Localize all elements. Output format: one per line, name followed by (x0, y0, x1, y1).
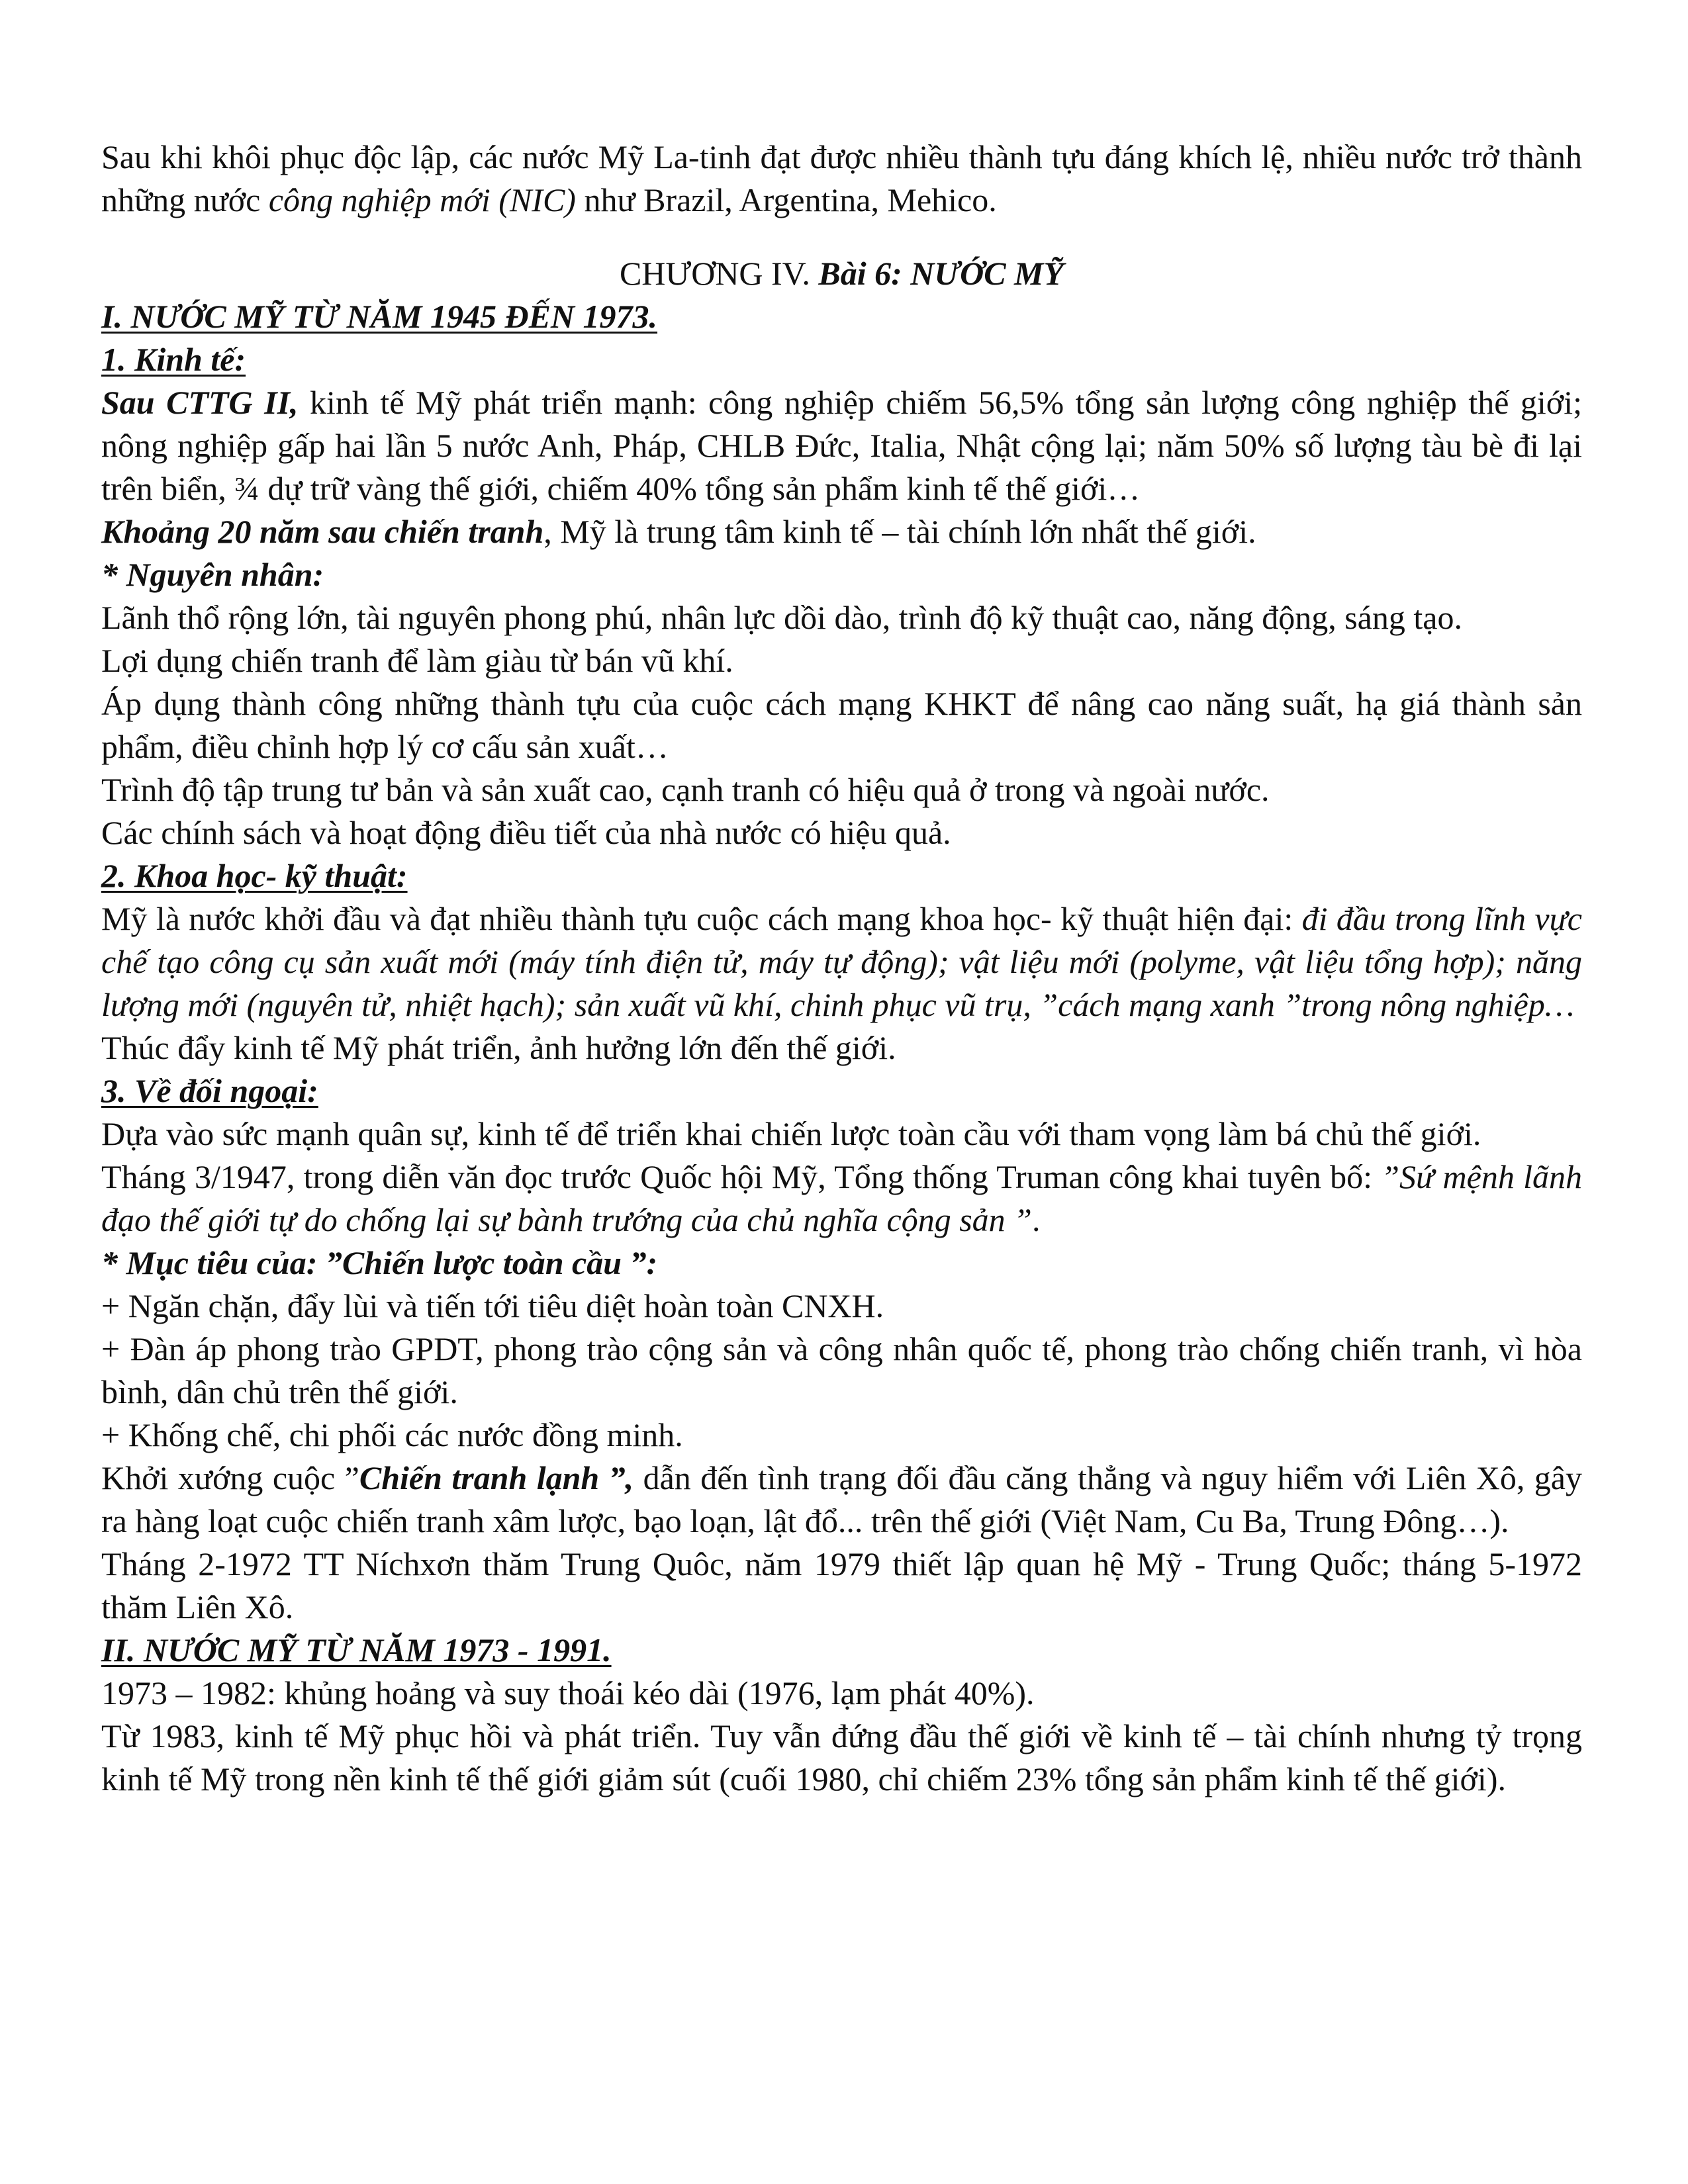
science-heading-text: 2. Khoa học- kỹ thuật: (101, 857, 408, 894)
economy-p1-lead: Sau CTTG II, (101, 384, 299, 421)
intro-text: Sau khi khôi phục độc lập, các nước Mỹ La-tinh đạt được nhiều thành tựu đáng khích lệ, nhiều nước trở thành những nước (101, 138, 1582, 218)
foreign-heading-text: 3. Về đối ngoại: (101, 1072, 318, 1109)
economy-heading-text: 1. Kinh tế: (101, 341, 246, 378)
chapter-prefix: CHƯƠNG IV. (619, 255, 819, 292)
economy-p2-lead: Khoảng 20 năm sau chiến tranh (101, 513, 544, 550)
science-p1-text: Mỹ là nước khởi đầu và đạt nhiều thành tựu cuộc cách mạng khoa học- kỹ thuật hiện đại: (101, 900, 1302, 937)
goals-heading: * Mục tiêu của: ”Chiến lược toàn cầu ”: (101, 1244, 658, 1281)
truman-quote: ”Sứ mệnh lãnh đạo thế giới tự do chống lại sự bành trướng của chủ nghĩa cộng sản ” (101, 1158, 1582, 1238)
section-1-heading-text: I. NƯỚC MỸ TỪ NĂM 1945 ĐẾN 1973. (101, 298, 658, 335)
cause-item: Các chính sách và hoạt động điều tiết của nhà nước có hiệu quả. (101, 814, 951, 851)
goal-item: + Đàn áp phong trào GPDT, phong trào cộng sản và công nhân quốc tế, phong trào chống chiến tranh, vì hòa bình, dân chủ trên thế giới. (101, 1330, 1582, 1410)
science-heading (101, 854, 1582, 897)
section-2-heading (101, 1629, 1582, 1672)
foreign-p3-text: dẫn đến tình trạng đối đầu căng thẳng và nguy hiểm với Liên Xô, gây ra hàng loạt cuộc chiến tranh xâm lược, bạo loạn, lật đổ... trên thế giới (Việt Nam, Cu Ba, Trung Đông…). (101, 1459, 1582, 1539)
goal-item: + Khống chế, chi phối các nước đồng minh. (101, 1416, 683, 1453)
causes-heading: * Nguyên nhân: (101, 556, 324, 593)
section-2-heading-text: II. NƯỚC MỸ TỪ NĂM 1973 - 1991. (101, 1631, 612, 1668)
document-page (101, 136, 1582, 1801)
foreign-p2-end: . (1031, 1201, 1041, 1238)
economy-paragraph-1 (101, 381, 1582, 510)
science-p1-italic: đi đầu trong lĩnh vực chế tạo công cụ sản xuất mới (máy tính điện tử, máy tự động); vật liệu mới (polyme, vật liệu tổng hợp); năng lượng mới (nguyên tử, nhiệt hạch); sản xuất vũ khí, chinh phục vũ trụ, ”cách mạng xanh ”trong nông nghiệp… (101, 900, 1582, 1023)
economy-p2-text: , Mỹ là trung tâm kinh tế – tài chính lớn nhất thế giới. (543, 513, 1256, 550)
foreign-paragraph-4: Tháng 2-1972 TT Níchxơn thăm Trung Quôc, năm 1979 thiết lập quan hệ Mỹ - Trung Quốc; tháng 5-1972 thăm Liên Xô. (101, 1545, 1582, 1625)
foreign-heading (101, 1069, 1582, 1113)
cause-item: Áp dụng thành công những thành tựu của cuộc cách mạng KHKT để nâng cao năng suất, hạ giá thành sản phẩm, điều chỉnh hợp lý cơ cấu sản xuất… (101, 685, 1582, 765)
intro-paragraph (101, 136, 1582, 222)
foreign-p2-text: Tháng 3/1947, trong diễn văn đọc trước Quốc hội Mỹ, Tổng thống Truman công khai tuyên bố: (101, 1158, 1382, 1195)
science-paragraph-2: Thúc đẩy kinh tế Mỹ phát triển, ảnh hưởng lớn đến thế giới. (101, 1029, 896, 1066)
cause-item: Trình độ tập trung tư bản và sản xuất cao, cạnh tranh có hiệu quả ở trong và ngoài nước. (101, 771, 1270, 808)
chapter-lesson-title: Bài 6: NƯỚC MỸ (818, 255, 1064, 292)
section-2-paragraph-2: Từ 1983, kinh tế Mỹ phục hồi và phát triển. Tuy vẫn đứng đầu thế giới về kinh tế – tài chính nhưng tỷ trọng kinh tế Mỹ trong nền kinh tế thế giới giảm sút (cuối 1980, chỉ chiếm 23% tổng sản phẩm kinh tế thế giới). (101, 1717, 1582, 1797)
science-paragraph-1 (101, 897, 1582, 1026)
chapter-title (101, 252, 1582, 295)
goal-item: + Ngăn chặn, đẩy lùi và tiến tới tiêu diệt hoàn toàn CNXH. (101, 1287, 884, 1324)
intro-nic-term: công nghiệp mới (NIC) (268, 181, 576, 218)
cause-item: Lợi dụng chiến tranh để làm giàu từ bán vũ khí. (101, 642, 733, 679)
foreign-paragraph-3 (101, 1457, 1582, 1543)
section-2-paragraph-1: 1973 – 1982: khủng hoảng và suy thoái kéo dài (1976, lạm phát 40%). (101, 1674, 1035, 1711)
cause-item: Lãnh thổ rộng lớn, tài nguyên phong phú, nhân lực dồi dào, trình độ kỹ thuật cao, năng động, sáng tạo. (101, 599, 1462, 636)
economy-p1-text: kinh tế Mỹ phát triển mạnh: công nghiệp chiếm 56,5% tổng sản lượng công nghiệp thế giới; nông nghiệp gấp hai lần 5 nước Anh, Pháp, CHLB Đức, Italia, Nhật cộng lại; năm 50% số lượng tàu bè đi lại trên biển, ¾ dự trữ vàng thế giới, chiếm 40% tổng sản phẩm kinh tế thế giới… (101, 384, 1583, 507)
intro-text-end: như Brazil, Argentina, Mehico. (575, 181, 997, 218)
cold-war-term: Chiến tranh lạnh ”, (359, 1459, 634, 1496)
foreign-paragraph-1: Dựa vào sức mạnh quân sự, kinh tế để triển khai chiến lược toàn cầu với tham vọng làm bá chủ thế giới. (101, 1115, 1481, 1152)
economy-heading (101, 338, 1582, 381)
section-1-heading (101, 295, 1582, 338)
foreign-paragraph-2 (101, 1156, 1582, 1242)
economy-paragraph-2 (101, 510, 1582, 553)
foreign-p3-start: Khởi xướng cuộc ” (101, 1459, 359, 1496)
